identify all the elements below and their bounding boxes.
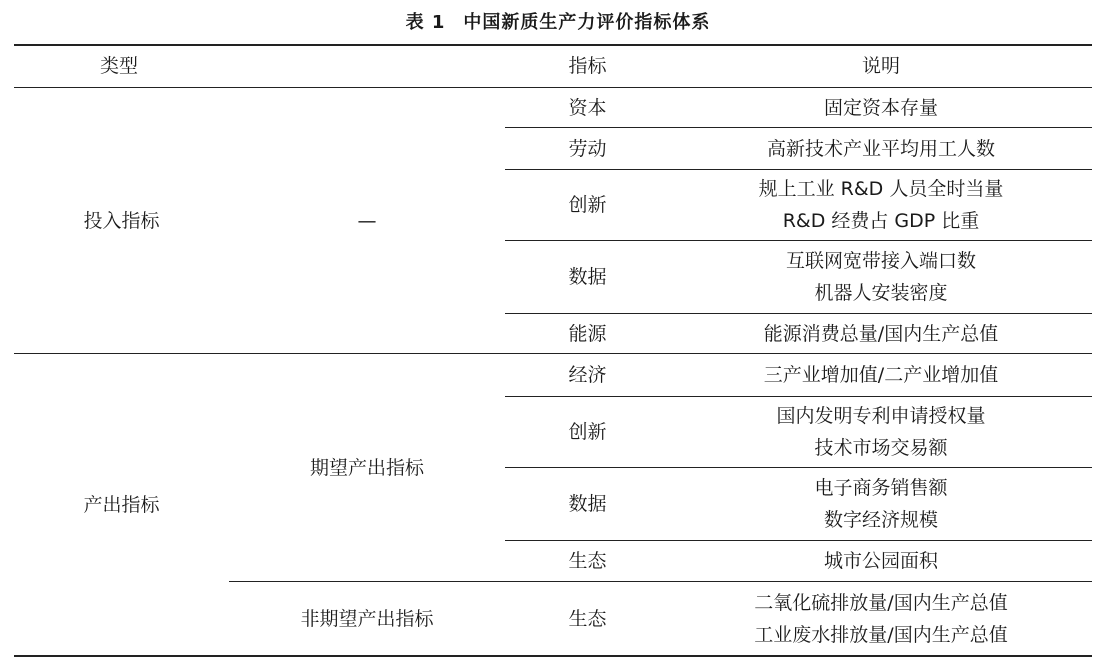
description-line: 数字经济规模 bbox=[823, 509, 938, 531]
indicator-cell: 数据 bbox=[568, 266, 607, 288]
description-line: 国内发明专利申请授权量 bbox=[776, 405, 986, 427]
description-line: 三产业增加值/二产业增加值 bbox=[763, 364, 999, 386]
indicator-cell: 生态 bbox=[568, 607, 607, 630]
table-number: 表 1 bbox=[405, 12, 446, 33]
description-cell bbox=[670, 582, 1092, 655]
undesired-output-label: 非期望产出指标 bbox=[300, 607, 434, 630]
output-type-label: 产出指标 bbox=[83, 493, 160, 516]
description-cell bbox=[670, 314, 1092, 353]
indicator-cell: 数据 bbox=[568, 493, 607, 515]
input-subtype-dash: — bbox=[357, 209, 377, 232]
indicator-cell: 能源 bbox=[568, 322, 607, 345]
description-line: 机器人安装密度 bbox=[814, 282, 948, 304]
description-cell bbox=[670, 541, 1092, 581]
table-title-text: 中国新质生产力评价指标体系 bbox=[463, 12, 711, 33]
bottom-rule bbox=[14, 655, 1092, 657]
description-line: R&D 经费占 GDP 比重 bbox=[782, 210, 980, 232]
description-line: 高新技术产业平均用工人数 bbox=[766, 137, 995, 160]
indicator-cell: 创新 bbox=[568, 421, 607, 443]
header-indicator: 指标 bbox=[568, 55, 607, 77]
description-line: 城市公园面积 bbox=[823, 550, 938, 572]
description-cell bbox=[670, 88, 1092, 127]
description-line: 二氧化硫排放量/国内生产总值 bbox=[754, 591, 1008, 614]
description-cell bbox=[670, 241, 1092, 313]
description-cell bbox=[670, 468, 1092, 540]
desired-output-label: 期望产出指标 bbox=[309, 456, 424, 479]
header-description: 说明 bbox=[861, 55, 900, 77]
description-line: 能源消费总量/国内生产总值 bbox=[763, 322, 999, 345]
indicator-cell: 资本 bbox=[568, 96, 607, 119]
input-type-label: 投入指标 bbox=[83, 209, 160, 232]
header-type: 类型 bbox=[99, 55, 138, 77]
indicator-cell: 经济 bbox=[568, 364, 607, 386]
description-cell bbox=[670, 170, 1092, 240]
description-line: 规上工业 R&D 人员全时当量 bbox=[758, 178, 1004, 200]
description-line: 工业废水排放量/国内生产总值 bbox=[754, 623, 1008, 646]
indicator-cell: 创新 bbox=[568, 194, 607, 216]
description-cell bbox=[670, 128, 1092, 169]
description-line: 固定资本存量 bbox=[823, 96, 938, 119]
indicator-cell: 劳动 bbox=[568, 137, 607, 160]
table-title bbox=[0, 8, 1116, 34]
description-line: 互联网宽带接入端口数 bbox=[785, 250, 976, 272]
description-cell bbox=[670, 354, 1092, 396]
description-line: 技术市场交易额 bbox=[814, 437, 948, 459]
indicator-cell: 生态 bbox=[568, 550, 607, 572]
description-cell bbox=[670, 397, 1092, 467]
description-line: 电子商务销售额 bbox=[814, 477, 948, 499]
